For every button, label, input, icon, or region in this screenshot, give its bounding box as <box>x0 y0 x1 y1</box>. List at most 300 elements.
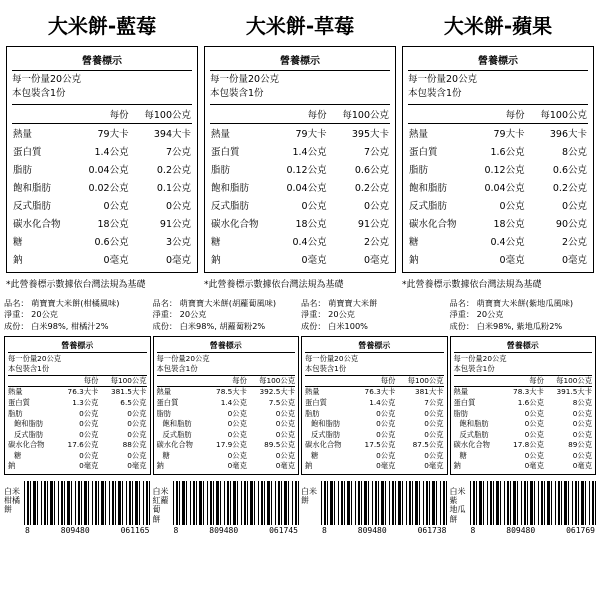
nutrient-label: 熱量 <box>8 387 23 397</box>
nutrient-per-serving: 0.12公克 <box>286 164 327 176</box>
nutrient-per-serving: 0公克 <box>524 408 544 418</box>
barcode <box>321 481 448 535</box>
column-header: 每份 <box>502 375 543 387</box>
column-header <box>408 104 472 123</box>
nutrient-per-100g: 0公克 <box>424 419 444 429</box>
nutrient-per-serving: 0.04公克 <box>88 164 129 176</box>
serving-info <box>305 352 444 374</box>
nutrient-label: 熱量 <box>211 128 231 140</box>
column-header: 每份 <box>274 104 328 123</box>
table-row <box>210 160 390 178</box>
nutrient-per-serving: 18公克 <box>295 218 327 230</box>
nutrient-per-serving: 0公克 <box>524 450 544 460</box>
nutrient-label: 碳水化合物 <box>8 440 45 450</box>
table-row <box>8 419 147 430</box>
nutrition-table <box>454 375 593 472</box>
table-row <box>454 461 593 472</box>
table-row <box>8 461 147 472</box>
nutrient-per-100g: 0毫克 <box>363 254 389 266</box>
ingredient-line: 成份： 白米98%, 紫地瓜粉2% <box>449 321 563 332</box>
table-row <box>408 232 588 250</box>
product-line: 品名： 萌寶寶大米餅 <box>301 297 378 308</box>
barcode-digit-group: 061165 <box>120 526 150 536</box>
nutrition-heading: 營養標示 <box>506 341 539 351</box>
nutrient-label: 飽和脂肪 <box>459 419 489 429</box>
ingredient-line: 成份： 白米98%, 胡蘿蔔粉2% <box>152 321 266 332</box>
nutrient-per-100g: 7公克 <box>424 398 444 408</box>
nutrient-label: 鈉 <box>211 254 221 266</box>
nutrient-per-100g: 0公克 <box>424 450 444 460</box>
nutrient-per-serving: 0公克 <box>103 200 129 212</box>
table-row <box>210 250 390 268</box>
nutrient-per-serving: 0.04公克 <box>484 182 525 194</box>
table-row <box>408 160 588 178</box>
table-row <box>157 387 296 398</box>
product-info <box>301 298 448 334</box>
nutrient-per-100g: 0公克 <box>572 429 592 439</box>
servings-per-container: 本包裝含1份 <box>453 364 495 374</box>
barcode-digit-group: 809480 <box>357 526 387 536</box>
barcode <box>24 481 151 535</box>
nutrient-label: 飽和脂肪 <box>162 419 192 429</box>
serving-info <box>8 352 147 374</box>
nutrient-per-serving: 0公克 <box>227 419 247 429</box>
table-row <box>210 142 390 160</box>
table-row <box>12 214 192 232</box>
nutrient-label: 飽和脂肪 <box>14 419 44 429</box>
table-row <box>454 398 593 409</box>
column-header: 每100公克 <box>544 375 592 387</box>
nutrient-per-serving: 0公克 <box>227 408 247 418</box>
column-header: 每100公克 <box>526 104 588 123</box>
table-row <box>454 440 593 451</box>
serving-info <box>408 70 588 102</box>
serving-info <box>12 70 192 102</box>
nutrient-label: 鈉 <box>409 254 419 266</box>
package-label-card <box>450 298 597 536</box>
nutrient-label: 糖 <box>13 236 23 248</box>
nutrient-label: 蛋白質 <box>13 146 42 158</box>
table-row <box>305 430 444 441</box>
servings-per-container: 本包裝含1份 <box>8 364 50 374</box>
nutrient-per-serving: 0.12公克 <box>484 164 525 176</box>
nutrition-heading: 營養標示 <box>209 341 242 351</box>
barcode-side-text: 白米 餅 <box>301 487 317 506</box>
nutrient-per-100g: 392.5大卡 <box>259 387 295 397</box>
nutrient-per-serving: 1.6公克 <box>490 146 525 158</box>
nutrient-label: 飽和脂肪 <box>311 419 341 429</box>
nutrient-label: 糖 <box>459 450 467 460</box>
nutrient-label: 反式脂肪 <box>162 429 192 439</box>
nutrient-per-serving: 1.6公克 <box>517 398 544 408</box>
nutrient-label: 碳水化合物 <box>211 218 259 230</box>
nutrient-per-100g: 0.6公克 <box>354 164 389 176</box>
table-row <box>157 398 296 409</box>
barcode-side-text: 白米紫 地瓜 餅 <box>449 487 466 524</box>
nutrient-per-serving: 0.02公克 <box>88 182 129 194</box>
nutrient-label: 熱量 <box>13 128 33 140</box>
nutrient-per-100g: 88公克 <box>122 440 147 450</box>
nutrient-label: 脂肪 <box>13 164 33 176</box>
nutrient-label: 脂肪 <box>8 408 23 418</box>
product-label-card <box>402 10 594 290</box>
barcode-area <box>153 481 300 535</box>
barcode-bars <box>470 481 597 525</box>
nutrient-per-100g: 0.6公克 <box>552 164 587 176</box>
nutrient-label: 熱量 <box>409 128 429 140</box>
nutrient-per-serving: 0.4公克 <box>292 236 327 248</box>
nutrient-per-100g: 0公克 <box>127 408 147 418</box>
nutrient-per-100g: 0毫克 <box>572 461 592 471</box>
nutrient-label: 熱量 <box>305 387 320 397</box>
product-title: 大米餅-蘋果 <box>443 14 553 38</box>
table-row <box>210 123 390 142</box>
nutrient-label: 飽和脂肪 <box>13 182 52 194</box>
barcode-side-text: 白米 紅蘿蔔 餅 <box>152 487 169 524</box>
product-line: 品名： 萌寶寶大米餅(紫地瓜風味) <box>449 297 574 308</box>
nutrient-per-serving: 0毫克 <box>376 461 396 471</box>
nutrient-label: 熱量 <box>453 387 469 397</box>
nutrient-per-serving: 79大卡 <box>493 128 525 140</box>
nutrient-per-100g: 0公克 <box>275 419 295 429</box>
barcode-digit-group: 809480 <box>506 526 536 536</box>
table-row <box>305 387 444 398</box>
regulatory-footnote: *此營養標示數據依台灣法規為基礎 <box>204 279 344 290</box>
nutrient-per-serving: 0毫克 <box>103 254 129 266</box>
nutrient-per-100g: 0毫克 <box>275 461 295 471</box>
nutrient-per-100g: 395大卡 <box>351 128 389 140</box>
nutrient-per-100g: 0公克 <box>363 200 389 212</box>
nutrient-per-serving: 76.3大卡 <box>67 387 99 397</box>
column-header: 每100公克 <box>130 104 192 123</box>
barcode-digit-group: 809480 <box>60 526 90 536</box>
ingredient-line: 成份： 白米98%, 柑橘汁2% <box>4 321 109 332</box>
barcode-digits <box>321 526 448 535</box>
column-header <box>454 375 503 387</box>
product-info <box>153 298 300 334</box>
nutrient-per-serving: 18公克 <box>97 218 129 230</box>
serving-size: 每一份量20公克 <box>12 74 82 85</box>
nutrient-per-100g: 2公克 <box>363 236 389 248</box>
nutrition-heading: 營養標示 <box>280 56 320 67</box>
nutrition-facts-box <box>4 336 151 475</box>
weight-line: 淨重： 20公克 <box>449 309 504 320</box>
nutrition-heading: 營養標示 <box>478 56 518 67</box>
serving-info <box>210 70 390 102</box>
nutrient-per-serving: 0公克 <box>524 419 544 429</box>
barcode-area <box>4 481 151 535</box>
nutrient-label: 反式脂肪 <box>14 429 44 439</box>
nutrient-per-serving: 0毫克 <box>524 461 544 471</box>
table-row <box>157 461 296 472</box>
regulatory-footnote: *此營養標示數據依台灣法規為基礎 <box>402 279 542 290</box>
table-row <box>408 214 588 232</box>
column-header <box>12 104 76 123</box>
nutrient-per-serving: 0公克 <box>79 429 99 439</box>
column-header: 每份 <box>205 375 246 387</box>
nutrient-per-serving: 0公克 <box>79 408 99 418</box>
column-header: 每份 <box>57 375 98 387</box>
table-header-row <box>210 104 390 123</box>
table-header-row <box>8 375 147 387</box>
table-row <box>305 461 444 472</box>
column-header: 每100公克 <box>98 375 146 387</box>
nutrient-per-100g: 0公克 <box>561 200 587 212</box>
table-header-row <box>157 375 296 387</box>
nutrient-label: 蛋白質 <box>409 146 438 158</box>
nutrient-per-100g: 0公克 <box>424 408 444 418</box>
table-row <box>305 419 444 430</box>
nutrient-per-100g: 2公克 <box>561 236 587 248</box>
column-header <box>305 375 354 387</box>
nutrient-per-serving: 0公克 <box>376 429 396 439</box>
nutrient-per-100g: 89公克 <box>568 440 592 450</box>
package-label-card <box>301 298 448 536</box>
table-row <box>408 178 588 196</box>
nutrition-table <box>210 104 390 268</box>
nutrient-label: 脂肪 <box>409 164 429 176</box>
table-row <box>8 398 147 409</box>
table-row <box>157 440 296 451</box>
nutrient-label: 糖 <box>162 450 170 460</box>
nutrition-heading: 營養標示 <box>82 56 122 67</box>
nutrition-table <box>157 375 296 472</box>
nutrient-label: 鈉 <box>453 461 461 471</box>
column-header: 每100公克 <box>247 375 295 387</box>
nutrient-per-100g: 91公克 <box>159 218 191 230</box>
barcode-digit-group: 061769 <box>566 526 595 536</box>
nutrient-per-100g: 0公克 <box>572 450 592 460</box>
product-title: 大米餅-草莓 <box>245 14 355 38</box>
barcode-side-text: 白米 柑橘 餅 <box>4 487 20 515</box>
table-row <box>12 142 192 160</box>
servings-per-container: 本包裝含1份 <box>12 88 66 100</box>
nutrient-per-100g: 0公克 <box>127 450 147 460</box>
nutrient-per-100g: 8公克 <box>572 398 592 408</box>
nutrient-per-serving: 17.5公克 <box>364 440 396 450</box>
nutrient-per-100g: 0公克 <box>165 200 191 212</box>
serving-info <box>454 352 593 374</box>
table-row <box>12 196 192 214</box>
nutrient-per-100g: 89.5公克 <box>264 440 295 450</box>
servings-per-container: 本包裝含1份 <box>210 88 264 100</box>
nutrient-label: 反式脂肪 <box>311 429 341 439</box>
nutrient-per-serving: 76.3大卡 <box>364 387 396 397</box>
nutrient-per-100g: 0毫克 <box>424 461 444 471</box>
column-header <box>8 375 57 387</box>
nutrient-per-serving: 17.8公克 <box>513 440 544 450</box>
table-header-row <box>408 104 588 123</box>
barcode-digit-group: 809480 <box>209 526 239 536</box>
table-row <box>454 409 593 420</box>
table-row <box>12 160 192 178</box>
nutrition-table <box>12 104 192 268</box>
nutrient-per-100g: 7公克 <box>165 146 191 158</box>
table-row <box>12 178 192 196</box>
nutrient-per-100g: 8公克 <box>561 146 587 158</box>
product-line: 品名： 萌寶寶大米餅(柑橘風味) <box>4 297 120 308</box>
nutrient-label: 脂肪 <box>156 408 172 418</box>
nutrient-per-serving: 1.3公克 <box>72 398 99 408</box>
nutrient-per-serving: 78.3大卡 <box>513 387 544 397</box>
nutrition-facts-box <box>402 46 594 273</box>
barcode-digit-group: 061738 <box>417 526 447 536</box>
product-label-card <box>6 10 198 290</box>
nutrition-table <box>408 104 588 268</box>
top-panel-row <box>0 0 600 290</box>
nutrient-per-serving: 0毫克 <box>499 254 525 266</box>
nutrient-per-serving: 0毫克 <box>301 254 327 266</box>
nutrient-per-100g: 6.5公克 <box>120 398 147 408</box>
nutrient-per-100g: 391.5大卡 <box>556 387 592 397</box>
weight-line: 淨重： 20公克 <box>4 309 58 320</box>
nutrient-label: 鈉 <box>8 461 16 471</box>
serving-size: 每一份量20公克 <box>453 354 507 364</box>
barcode-digit-group: 8 <box>173 526 179 536</box>
nutrient-per-100g: 394大卡 <box>153 128 191 140</box>
table-row <box>12 250 192 268</box>
table-row <box>305 440 444 451</box>
nutrient-per-serving: 1.4公克 <box>94 146 129 158</box>
table-row <box>454 451 593 462</box>
table-row <box>157 409 296 420</box>
nutrient-per-serving: 0毫克 <box>227 461 247 471</box>
table-row <box>8 430 147 441</box>
nutrient-label: 糖 <box>14 450 22 460</box>
nutrient-label: 脂肪 <box>453 408 469 418</box>
nutrient-label: 糖 <box>409 236 419 248</box>
servings-per-container: 本包裝含1份 <box>408 88 462 100</box>
table-row <box>8 387 147 398</box>
table-row <box>454 387 593 398</box>
nutrient-per-100g: 0.1公克 <box>156 182 191 194</box>
nutrition-heading: 營養標示 <box>358 341 391 351</box>
nutrient-label: 反式脂肪 <box>459 429 489 439</box>
weight-line: 淨重： 20公克 <box>152 309 207 320</box>
serving-size: 每一份量20公克 <box>156 354 210 364</box>
nutrient-per-100g: 0公克 <box>424 429 444 439</box>
nutrient-per-serving: 0公克 <box>524 429 544 439</box>
nutrient-per-100g: 381.5大卡 <box>111 387 147 397</box>
nutrient-per-100g: 0.2公克 <box>354 182 389 194</box>
table-row <box>8 451 147 462</box>
nutrient-label: 反式脂肪 <box>211 200 250 212</box>
nutrient-per-serving: 0公克 <box>376 408 396 418</box>
nutrient-per-serving: 0公克 <box>301 200 327 212</box>
nutrient-per-100g: 0公克 <box>275 450 295 460</box>
nutrient-per-100g: 0公克 <box>275 408 295 418</box>
serving-size: 每一份量20公克 <box>210 74 280 85</box>
nutrient-label: 反式脂肪 <box>409 200 448 212</box>
servings-per-container: 本包裝含1份 <box>156 364 198 374</box>
nutrition-facts-box <box>204 46 396 273</box>
nutrient-label: 脂肪 <box>305 408 320 418</box>
nutrient-label: 飽和脂肪 <box>409 182 448 194</box>
nutrient-per-100g: 396大卡 <box>549 128 587 140</box>
nutrient-label: 熱量 <box>156 387 172 397</box>
product-info <box>450 298 597 334</box>
regulatory-footnote: *此營養標示數據依台灣法規為基礎 <box>6 279 146 290</box>
nutrient-label: 碳水化合物 <box>13 218 61 230</box>
table-row <box>12 232 192 250</box>
nutrient-per-serving: 1.4公克 <box>292 146 327 158</box>
nutrient-per-100g: 0毫克 <box>561 254 587 266</box>
nutrient-label: 鈉 <box>156 461 164 471</box>
barcode-digit-group: 8 <box>322 526 327 536</box>
nutrient-per-serving: 17.9公克 <box>216 440 247 450</box>
nutrient-per-100g: 0毫克 <box>165 254 191 266</box>
barcode-digits <box>24 526 151 535</box>
product-label-card <box>204 10 396 290</box>
nutrition-facts-box <box>153 336 300 475</box>
nutrient-per-100g: 0公克 <box>572 419 592 429</box>
table-row <box>157 430 296 441</box>
nutrient-per-serving: 0公克 <box>79 419 99 429</box>
column-header: 每100公克 <box>395 375 443 387</box>
table-row <box>305 451 444 462</box>
nutrient-per-100g: 7公克 <box>363 146 389 158</box>
table-row <box>408 250 588 268</box>
table-header-row <box>12 104 192 123</box>
table-row <box>408 196 588 214</box>
package-label-card <box>153 298 300 536</box>
table-row <box>408 142 588 160</box>
nutrient-per-serving: 0.6公克 <box>94 236 129 248</box>
table-row <box>12 123 192 142</box>
nutrient-label: 糖 <box>311 450 319 460</box>
barcode-digits <box>173 526 300 535</box>
table-row <box>8 409 147 420</box>
nutrition-table <box>8 375 147 472</box>
nutrient-per-100g: 87.5公克 <box>412 440 444 450</box>
nutrient-per-serving: 0.4公克 <box>490 236 525 248</box>
servings-per-container: 本包裝含1份 <box>305 364 347 374</box>
nutrient-per-100g: 0公克 <box>127 429 147 439</box>
barcode-digit-group: 061745 <box>269 526 298 536</box>
table-row <box>408 123 588 142</box>
nutrient-label: 蛋白質 <box>453 398 476 408</box>
nutrient-label: 糖 <box>211 236 221 248</box>
table-row <box>305 398 444 409</box>
table-row <box>210 178 390 196</box>
nutrient-per-serving: 79大卡 <box>295 128 327 140</box>
table-row <box>210 232 390 250</box>
nutrient-per-100g: 0毫克 <box>127 461 147 471</box>
nutrient-label: 蛋白質 <box>305 398 327 408</box>
nutrient-per-100g: 0公克 <box>572 408 592 418</box>
nutrient-per-serving: 0公克 <box>227 429 247 439</box>
nutrient-per-serving: 1.4公克 <box>369 398 396 408</box>
nutrient-label: 碳水化合物 <box>156 440 193 450</box>
nutrient-label: 蛋白質 <box>211 146 240 158</box>
nutrient-label: 鈉 <box>13 254 23 266</box>
nutrient-per-serving: 0公克 <box>376 419 396 429</box>
nutrient-label: 反式脂肪 <box>13 200 52 212</box>
nutrient-per-serving: 0公克 <box>376 450 396 460</box>
package-label-card <box>4 298 151 536</box>
nutrient-label: 碳水化合物 <box>305 440 342 450</box>
nutrition-facts-box <box>6 46 198 273</box>
nutrient-per-100g: 7.5公克 <box>268 398 295 408</box>
column-header: 每份 <box>354 375 395 387</box>
nutrient-per-100g: 90公克 <box>555 218 587 230</box>
ingredient-line: 成份： 白米100% <box>301 321 368 332</box>
column-header <box>157 375 206 387</box>
nutrient-per-100g: 381大卡 <box>414 387 444 397</box>
nutrient-per-serving: 17.6公克 <box>67 440 99 450</box>
table-row <box>454 419 593 430</box>
table-row <box>210 196 390 214</box>
